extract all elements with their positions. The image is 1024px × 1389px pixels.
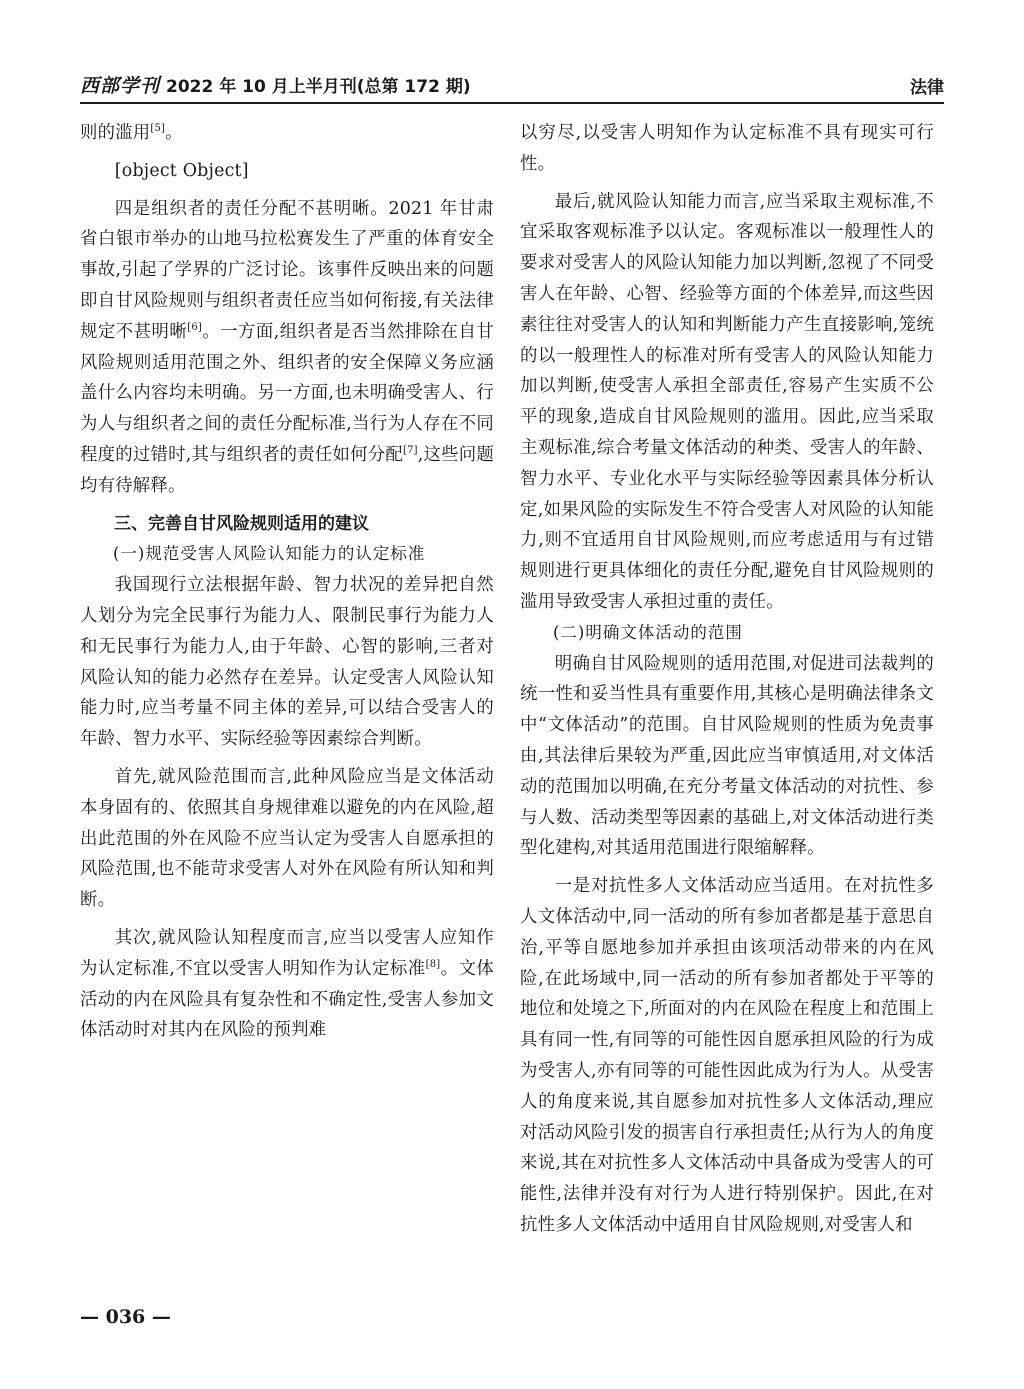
section-name: 法律 (910, 78, 944, 98)
paragraph: 明确自甘风险规则的适用范围,对促进司法裁判的统一性和妥当性具有重要作用,其核心是明确法律条文中“文体活动”的范围。自甘风险规则的性质为免责事由,其法律后果较为严重,因此应当审慎适用,对文体活动的范围加以明确,在充分考量文体活动的对抗性、参与人数、活动类型等因素的基础上,对文体活动进行类型化建构,对其适用范围进行限缩解释。 (520, 653, 934, 859)
section-heading: 三、完善自甘风险规则适用的建议 (114, 513, 369, 534)
paragraph-text: 其次,就风险认知程度而言,应当以受害人应知作为认定标准,不宜以受害人明知作为认定标准 (80, 927, 494, 979)
paragraph-text: 四是组织者的责任分配不甚明晰。2021 年甘肃省白银市举办的山地马拉松赛发生了严重的体育安全事故,引起了学界的广泛讨论。该事件反映出来的问题即自甘风险规则与组织者责任应当如何衔接,有关法律规定不甚明晰 (80, 198, 494, 342)
issue-info: 2022 年 10 月上半月刊(总第 172 期) (166, 77, 471, 97)
header-left (80, 71, 471, 98)
left-column (80, 118, 494, 1046)
citation-ref: [8] (425, 958, 441, 970)
page-header (80, 72, 944, 104)
paragraph (80, 118, 494, 149)
paragraph: 一是对抗性多人文体活动应当适用。在对抗性多人文体活动中,同一活动的所有参加者都是基于意思自治,平等自愿地参加并承担由该项活动带来的内在风险,在此场域中,同一活动的所有参加者都处于平等的地位和处境之下,所面对的内在风险在程度上和范围上具有同一性,有同等的可能性因自愿承担风险的行为成为受害人,亦有同等的可能性因此成为行为人。从受害人的角度来说,其自愿参加对抗性多人文体活动,理应对活动风险引发的损害自行承担责任;从行为人的角度来说,其在对抗性多人文体活动中具备成为受害人的可能性,法律并没有对行为人进行特别保护。因此,在对抗性多人文体活动中适用自甘风险规则,对受害人和 (520, 876, 934, 1235)
citation-ref: [6] (187, 321, 203, 333)
subsection-heading: (一)规范受害人风险认知能力的认定标准 (113, 544, 426, 564)
citation-ref: [5] (150, 123, 166, 135)
paragraph-text: 。文体活动的内在风险具有复杂性和不确定性,受害人参加文体活动时对其内在风险的预判难 (80, 958, 494, 1041)
paragraph: 首先,就风险范围而言,此种风险应当是文体活动本身固有的、依照其自身规律难以避免的内在风险,超出此范围的外在风险不应当认定为受害人自愿承担的风险范围,也不能苛求受害人对外在风险有所认知和判断。 (80, 766, 494, 911)
page-number: — 036 — (80, 1306, 171, 1328)
paragraph-text: 则的滥用 (80, 123, 151, 143)
paragraph-text: 。 (165, 123, 183, 143)
right-column (520, 118, 934, 1241)
subsection-heading: (二)明确文体活动的范围 (553, 622, 743, 642)
paragraph-text: ,这些问题均有待解释。 (80, 444, 494, 496)
journal-name: 西部学刊 (80, 75, 161, 97)
paragraph (80, 923, 494, 1046)
citation-ref: [7] (403, 445, 418, 457)
paragraph: 我国现行立法根据年龄、智力状况的差异把自然人划分为完全民事行为能力人、限制民事行为能力人和无民事行为能力人,由于年龄、心智的影响,三者对风险认知的能力必然存在差异。认定受害人风险认知能力时,应当考量不同主体的差异,可以结合受害人的年龄、智力水平、实际经验等因素综合判断。 (80, 575, 494, 750)
paragraph (80, 194, 494, 502)
paragraph: 最后,就风险认知能力而言,应当采取主观标准,不宜采取客观标准予以认定。客观标准以一般理性人的要求对受害人的风险认知能力加以判断,忽视了不同受害人在年龄、心智、经验等方面的个体差异,而这些因素往往对受害人的认知和判断能力产生直接影响,笼统的以一般理性人的标准对所有受害人的风险认知能力加以判断,使受害人承担全部责任,容易产生实质不公平的现象,造成自甘风险规则的滥用。因此,应当采取主观标准,综合考量文体活动的种类、受害人的年龄、智力水平、专业化水平与实际经验等因素具体分析认定,如果风险的实际发生不符合受害人对风险的认知能力,则不宜适用自甘风险规则,而应考虑适用与有过错规则进行更具体细化的责任分配,避免自甘风险规则的滥用导致受害人承担过重的责任。 (520, 191, 934, 612)
paragraph: 以穷尽,以受害人明知作为认定标准不具有现实可行性。 (520, 123, 934, 174)
paragraph: [object Object] (114, 160, 249, 181)
paragraph-text: 。一方面,组织者是否当然排除在自甘风险规则适用范围之外、组织者的安全保障义务应涵盖什么内容均未明确。另一方面,也未明确受害人、行为人与组织者之间的责任分配标准,当行为人存在不同程度的过错时,其与组织者的责任如何分配 (80, 321, 494, 465)
